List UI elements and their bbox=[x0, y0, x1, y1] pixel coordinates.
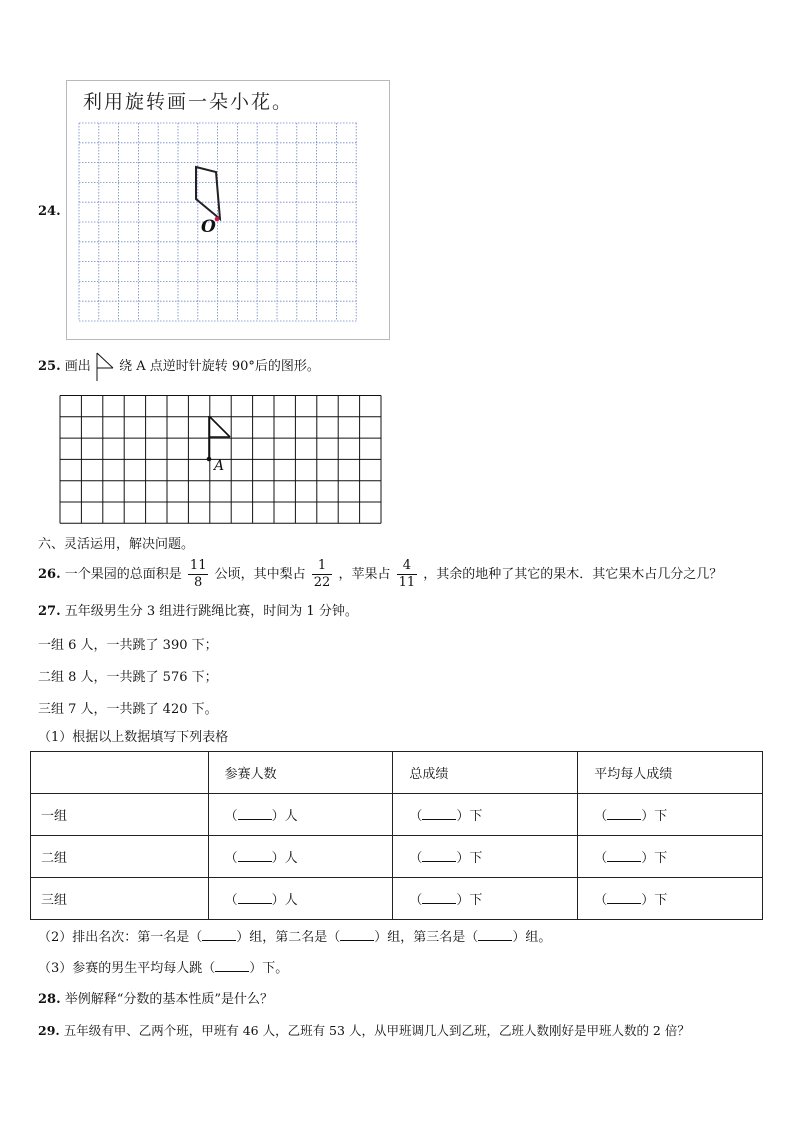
q28-text: 举例解释“分数的基本性质”是什么？ bbox=[64, 992, 274, 1007]
q26-part1: 一个果园的总面积是 bbox=[64, 567, 182, 582]
q25-text-after: 绕 A 点逆时针旋转 90°后的图形。 bbox=[119, 359, 320, 374]
q26-line bbox=[38, 555, 722, 595]
answer-blank[interactable] bbox=[607, 849, 641, 862]
q24-number: 24. bbox=[38, 204, 61, 219]
q29-text: 五年级有甲、乙两个班，甲班有 46 人，乙班有 53 人，从甲班调几人到乙班，乙班人数刚好是甲班人数的 2 倍？ bbox=[63, 1023, 690, 1038]
q27-sub3: （3）参赛的男生平均每人跳（ ）下。 bbox=[38, 961, 289, 976]
fraction-1-22: $\frac{1}{22}$ bbox=[313, 558, 331, 590]
table-header-cell: 总成绩 bbox=[393, 752, 578, 794]
table-header-cell bbox=[31, 752, 209, 794]
table-row bbox=[31, 836, 763, 878]
row-label: 三组 bbox=[31, 878, 209, 920]
answer-blank[interactable] bbox=[238, 891, 272, 904]
answer-cell[interactable]: （ ）人 bbox=[208, 878, 393, 920]
q25-text-before: 画出 bbox=[64, 359, 91, 374]
q27-number: 27. bbox=[38, 604, 61, 619]
row-label: 一组 bbox=[31, 794, 209, 836]
table-header-cell: 平均每人成绩 bbox=[578, 752, 763, 794]
table-row bbox=[31, 794, 763, 836]
q27-group2: 二组 8 人，一共跳了 576 下； bbox=[38, 670, 218, 685]
answer-cell[interactable]: （ ）人 bbox=[208, 836, 393, 878]
answer-blank[interactable] bbox=[607, 891, 641, 904]
answer-cell[interactable]: （ ）下 bbox=[578, 794, 763, 836]
fraction-11-8: $\frac{11}{8}$ bbox=[189, 558, 207, 590]
flower-picture-title: 利用旋转画一朵小花。 bbox=[83, 91, 294, 113]
score-table bbox=[30, 751, 763, 920]
flower-grid bbox=[67, 81, 389, 339]
q28-line bbox=[38, 990, 273, 1010]
q29-line bbox=[38, 1021, 690, 1041]
flower-picture bbox=[66, 80, 390, 340]
answer-cell[interactable]: （ ）下 bbox=[393, 794, 578, 836]
answer-blank[interactable] bbox=[202, 928, 236, 941]
flag-shape-icon bbox=[95, 352, 115, 382]
answer-blank[interactable] bbox=[422, 849, 456, 862]
answer-cell[interactable]: （ ）下 bbox=[393, 878, 578, 920]
point-a-dot bbox=[207, 457, 212, 462]
fraction-4-11: $\frac{4}{11}$ bbox=[398, 558, 416, 590]
q28-number: 28. bbox=[38, 992, 61, 1007]
q27-line bbox=[38, 602, 358, 622]
table-header-row bbox=[31, 752, 763, 794]
q25-line bbox=[38, 357, 320, 377]
answer-cell[interactable]: （ ）人 bbox=[208, 794, 393, 836]
q26-number: 26. bbox=[38, 567, 61, 582]
answer-cell[interactable]: （ ）下 bbox=[578, 836, 763, 878]
q26-part4: ，其余的地种了其它的果木．其它果木占几分之几？ bbox=[423, 567, 723, 582]
point-a-label: A bbox=[214, 458, 225, 474]
q29-number: 29. bbox=[38, 1023, 60, 1038]
row-label: 二组 bbox=[31, 836, 209, 878]
answer-blank[interactable] bbox=[478, 928, 512, 941]
q27-group1: 一组 6 人，一共跳了 390 下； bbox=[38, 638, 218, 653]
answer-blank[interactable] bbox=[238, 849, 272, 862]
point-o-label: O bbox=[201, 217, 216, 237]
q27-group3: 三组 7 人，一共跳了 420 下。 bbox=[38, 702, 218, 717]
q27-sub2: （2）排出名次：第一名是（ ）组，第二名是（ ）组，第三名是（ ）组。 bbox=[38, 930, 552, 945]
answer-blank[interactable] bbox=[607, 807, 641, 820]
table-row bbox=[31, 878, 763, 920]
flag-diagonal bbox=[209, 416, 230, 437]
q25-number: 25. bbox=[38, 359, 61, 374]
answer-cell[interactable]: （ ）下 bbox=[578, 878, 763, 920]
q27-sub1: （1）根据以上数据填写下列表格 bbox=[38, 730, 229, 745]
kite-shape bbox=[196, 167, 220, 219]
q27-text: 五年级男生分 3 组进行跳绳比赛，时间为 1 分钟。 bbox=[64, 604, 358, 619]
answer-cell[interactable]: （ ）下 bbox=[393, 836, 578, 878]
answer-blank[interactable] bbox=[422, 807, 456, 820]
answer-blank[interactable] bbox=[215, 959, 249, 972]
answer-blank[interactable] bbox=[340, 928, 374, 941]
q26-part3: ，苹果占 bbox=[338, 567, 391, 582]
table-header-cell: 参赛人数 bbox=[208, 752, 393, 794]
answer-blank[interactable] bbox=[238, 807, 272, 820]
answer-blank[interactable] bbox=[422, 891, 456, 904]
q26-part2: 公顷，其中梨占 bbox=[214, 567, 306, 582]
section-6-heading: 六、灵活运用，解决问题。 bbox=[38, 537, 195, 552]
